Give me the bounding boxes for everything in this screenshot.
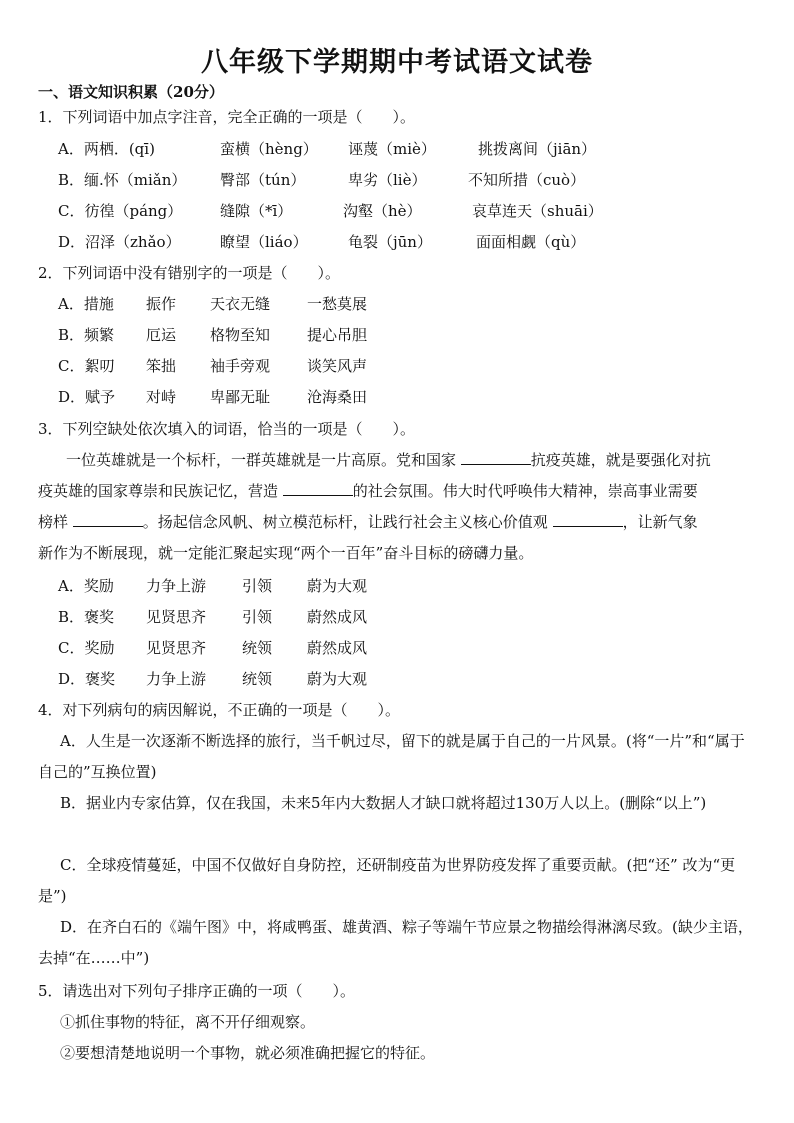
option-b-3: 卑劣（liè） xyxy=(348,171,427,189)
option-a-2: 蛮横（hèng） xyxy=(220,140,318,158)
option-d-1: D．赋予 xyxy=(58,388,116,406)
question-1-stem: 1．下列词语中加点字注音，完全正确的一项是（ ）。 xyxy=(38,108,416,126)
question-2-stem: 2．下列词语中没有错别字的一项是（ ）。 xyxy=(38,264,341,282)
option-b-4: 不知所措（cuò） xyxy=(468,171,586,189)
question-3-stem: 3．下列空缺处依次填入的词语，恰当的一项是（ ）。 xyxy=(38,420,416,438)
option-c-4: 谈笑风声 xyxy=(307,357,368,375)
passage-text: 一位英雄就是一个标杆，一群英雄就是一片高原。党和国家 xyxy=(66,451,457,469)
option-b-1: B．频繁 xyxy=(58,326,115,344)
option-c-2: 见贤思齐 xyxy=(146,639,207,657)
option-a-2: 力争上游 xyxy=(146,577,207,595)
option-c-1: C．絮叨 xyxy=(58,357,115,375)
section-heading: 一、语文知识积累（20分） xyxy=(38,83,224,101)
question-5-stem: 5．请选出对下列句子排序正确的一项（ ）。 xyxy=(38,982,356,1000)
question-4-option-d: D．在齐白石的《端午图》中，将咸鸭蛋、雄黄酒、粽子等端午节应景之物描绘得淋漓尽致。(缺少主语，去掉“在……中”) xyxy=(38,918,753,967)
option-a-4: 挑拨离间（jiān） xyxy=(478,140,597,158)
question-4-option-b: B．据业内专家估算，仅在我国，未来5年内大数据人才缺口就将超过130万人以上。(删除“以上”) xyxy=(60,794,707,812)
option-c-3: 统领 xyxy=(242,639,273,657)
option-b-1: B．缅.怀（miǎn） xyxy=(58,171,187,189)
option-c-2: 笨拙 xyxy=(146,357,177,375)
option-c-1: C．奖励 xyxy=(58,639,115,657)
option-d-1: D．沼泽（zhǎo） xyxy=(58,233,181,251)
passage-text: 。扬起信念风帆、树立模范标杆，让践行社会主义核心价值观 xyxy=(142,513,548,531)
option-c-1: C．彷徨（páng） xyxy=(58,202,183,220)
question-4-option-c: C．全球疫情蔓延，中国不仅做好自身防控，还研制疫苗为世界防疫发挥了重要贡献。(把“还” 改为“更是”) xyxy=(38,856,736,905)
question-5-sentence-1: ①抓住事物的特征，离不开仔细观察。 xyxy=(60,1013,316,1031)
option-a-2: 振作 xyxy=(146,295,177,313)
passage-text: 疫英雄的国家尊崇和民族记忆，营造 xyxy=(38,482,279,500)
option-b-2: 厄运 xyxy=(146,326,177,344)
option-b-4: 提心吊胆 xyxy=(307,326,368,344)
option-c-3: 沟壑（hè） xyxy=(343,202,422,220)
answer-blank xyxy=(73,512,143,527)
answer-blank xyxy=(283,481,353,496)
option-a-3: 天衣无缝 xyxy=(210,295,271,313)
option-b-2: 见贤思齐 xyxy=(146,608,207,626)
option-a-3: 诬蔑（miè） xyxy=(348,140,436,158)
question-5-sentence-2: ②要想清楚地说明一个事物，就必须准确把握它的特征。 xyxy=(60,1044,436,1062)
answer-blank xyxy=(461,450,531,465)
option-a-3: 引领 xyxy=(242,577,273,595)
option-d-3: 卑鄙无耻 xyxy=(210,388,271,406)
option-a-4: 一愁莫展 xyxy=(307,295,368,313)
page-title: 八年级下学期期中考试语文试卷 xyxy=(201,47,593,78)
option-a-1: A．措施 xyxy=(58,295,114,313)
option-d-2: 对峙 xyxy=(146,388,177,406)
option-d-1: D．褒奖 xyxy=(58,670,116,688)
passage-text: 榜样 xyxy=(38,513,69,531)
question-4-stem: 4．对下列病句的病因解说，不正确的一项是（ ）。 xyxy=(38,701,401,719)
question-4-option-a: A．人生是一次逐渐不断选择的旅行，当千帆过尽，留下的就是属于自己的一片风景。(将“一片”和“属于自己的”互换位置) xyxy=(38,732,745,781)
option-d-3: 统领 xyxy=(242,670,273,688)
option-b-1: B．褒奖 xyxy=(58,608,115,626)
passage-text: ，让新气象 xyxy=(622,513,698,531)
option-d-2: 瞭望（liáo） xyxy=(220,233,308,251)
option-b-3: 格物至知 xyxy=(210,326,271,344)
option-c-4: 哀草连天（shuāi） xyxy=(472,202,603,220)
option-d-2: 力争上游 xyxy=(146,670,207,688)
passage-text: 的社会氛围。伟大时代呼唤伟大精神，崇高事业需要 xyxy=(352,482,698,500)
option-d-4: 沧海桑田 xyxy=(307,388,368,406)
option-b-3: 引领 xyxy=(242,608,273,626)
option-c-4: 蔚然成风 xyxy=(307,639,368,657)
option-c-2: 缝隙（*ī） xyxy=(220,202,293,220)
option-a-1: A．奖励 xyxy=(58,577,114,595)
option-d-4: 蔚为大观 xyxy=(307,670,368,688)
passage-text: 新作为不断展现，就一定能汇聚起实现“两个一百年”奋斗目标的磅礴力量。 xyxy=(38,544,534,562)
option-a-1: A．两栖．(qī) xyxy=(58,140,155,158)
option-c-3: 袖手旁观 xyxy=(210,357,271,375)
question-3-passage xyxy=(38,445,758,569)
option-b-2: 臀部（tún） xyxy=(220,171,306,189)
option-d-4: 面面相觑（qù） xyxy=(476,233,586,251)
option-d-3: 龟裂（jūn） xyxy=(348,233,432,251)
option-a-4: 蔚为大观 xyxy=(307,577,368,595)
answer-blank xyxy=(553,512,623,527)
option-b-4: 蔚然成风 xyxy=(307,608,368,626)
passage-text: 抗疫英雄，就是要强化对抗 xyxy=(530,451,711,469)
